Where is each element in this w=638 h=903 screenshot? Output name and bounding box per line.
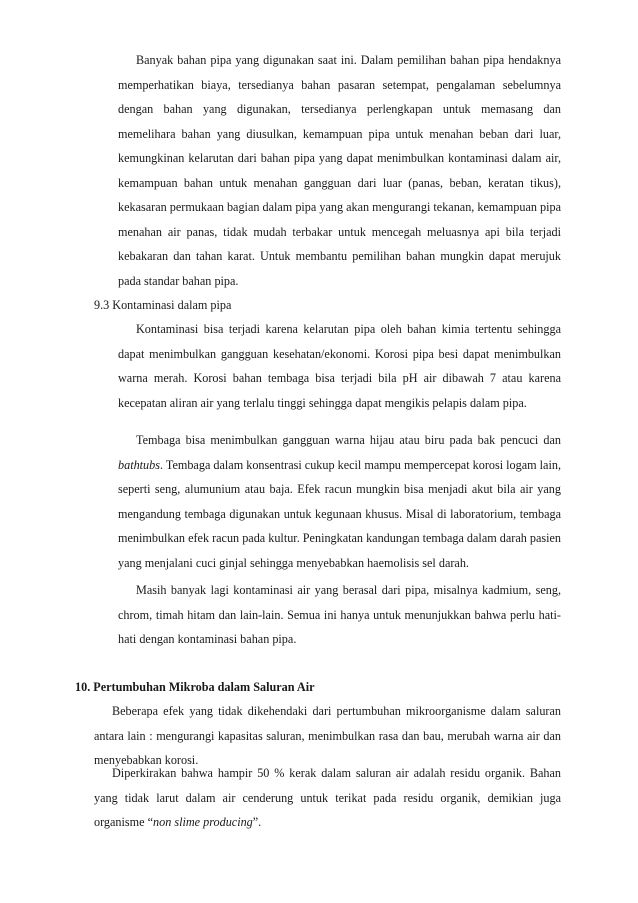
section-9-3-heading: 9.3 Kontaminasi dalam pipa: [94, 298, 232, 312]
section-10-paragraph-2-text-start: Diperkirakan bahwa hampir 50 % kerak dalam saluran air adalah residu organik. Bahan yang tidak larut dalam air cenderung untuk terikat pada residu organik, demikian juga organisme “: [94, 766, 561, 829]
paragraph-2-text-end: . Tembaga dalam konsentrasi cukup kecil mampu mempercepat korosi logam lain, seperti seng, alumunium atau baja. Efek racun mungkin bisa menjadi akut bila air yang mengandung tembaga digunakan untuk kegunaan khusus. Misal di laboratorium, tembaga menimbulkan efek racun pada kultur. Peningkatan kandungan tembaga dalam darah pasien yang menjalani cuci ginjal sehingga menyebabkan haemolisis sel darah.: [118, 457, 561, 570]
section-10-paragraph-2-text-end: ”.: [252, 815, 262, 829]
paragraph-2-text-start: Tembaga bisa menimbulkan gangguan warna hijau atau biru pada bak pencuci dan: [136, 433, 561, 447]
section-10-paragraph-2: [94, 761, 561, 835]
section-9-3-paragraph-1: Kontaminasi bisa terjadi karena kelarutan pipa oleh bahan kimia tertentu sehingga dapat menimbulkan gangguan kesehatan/ekonomi. Korosi pipa besi dapat menimbulkan warna merah. Korosi bahan tembaga bisa terjadi bila pH air dibawah 7 atau karena kecepatan aliran air yang terlalu tinggi sehingga dapat mengikis pelapis dalam pipa.: [118, 322, 561, 410]
non-slime-producing-italic-term: non slime producing: [153, 815, 253, 829]
bathtubs-italic-term: bathtubs: [118, 457, 160, 472]
section-10-heading: 10. Pertumbuhan Mikroba dalam Saluran Air: [75, 680, 315, 694]
section-10-paragraph-1: Beberapa efek yang tidak dikehendaki dari pertumbuhan mikroorganisme dalam saluran antara lain : mengurangi kapasitas saluran, menimbulkan rasa dan bau, merubah warna air dan menyebabkan korosi.: [94, 704, 561, 767]
intro-paragraph: Banyak bahan pipa yang digunakan saat ini. Dalam pemilihan bahan pipa hendaknya memperhatikan biaya, tersedianya bahan pasaran setempat, pengalaman sebelumnya dengan bahan yang digunakan, tersedianya perlengkapan untuk memasang dan memelihara bahan yang diusulkan, kemampuan pipa untuk menahan beban dari luar, kemungkinan kelarutan dari bahan pipa yang dapat menimbulkan kontaminasi dalam air, kemampuan bahan untuk menahan gangguan dari luar (panas, beban, keratan tikus), kekasaran permukaan bagian dalam pipa yang akan mengurangi tekanan, kemampuan pipa menahan air panas, tidak mudah terbakar untuk mencegah meluasnya api bila terjadi kebakaran dan tahan karat. Untuk membantu pemilihan bahan mungkin dapat merujuk pada standar bahan pipa.: [118, 53, 561, 288]
section-9-3-paragraph-2: [118, 428, 561, 575]
section-9-3-paragraph-3: Masih banyak lagi kontaminasi air yang berasal dari pipa, misalnya kadmium, seng, chrom, timah hitam dan lain-lain. Semua ini hanya untuk menunjukkan bahwa perlu hati-hati dengan kontaminasi bahan pipa.: [118, 583, 561, 646]
